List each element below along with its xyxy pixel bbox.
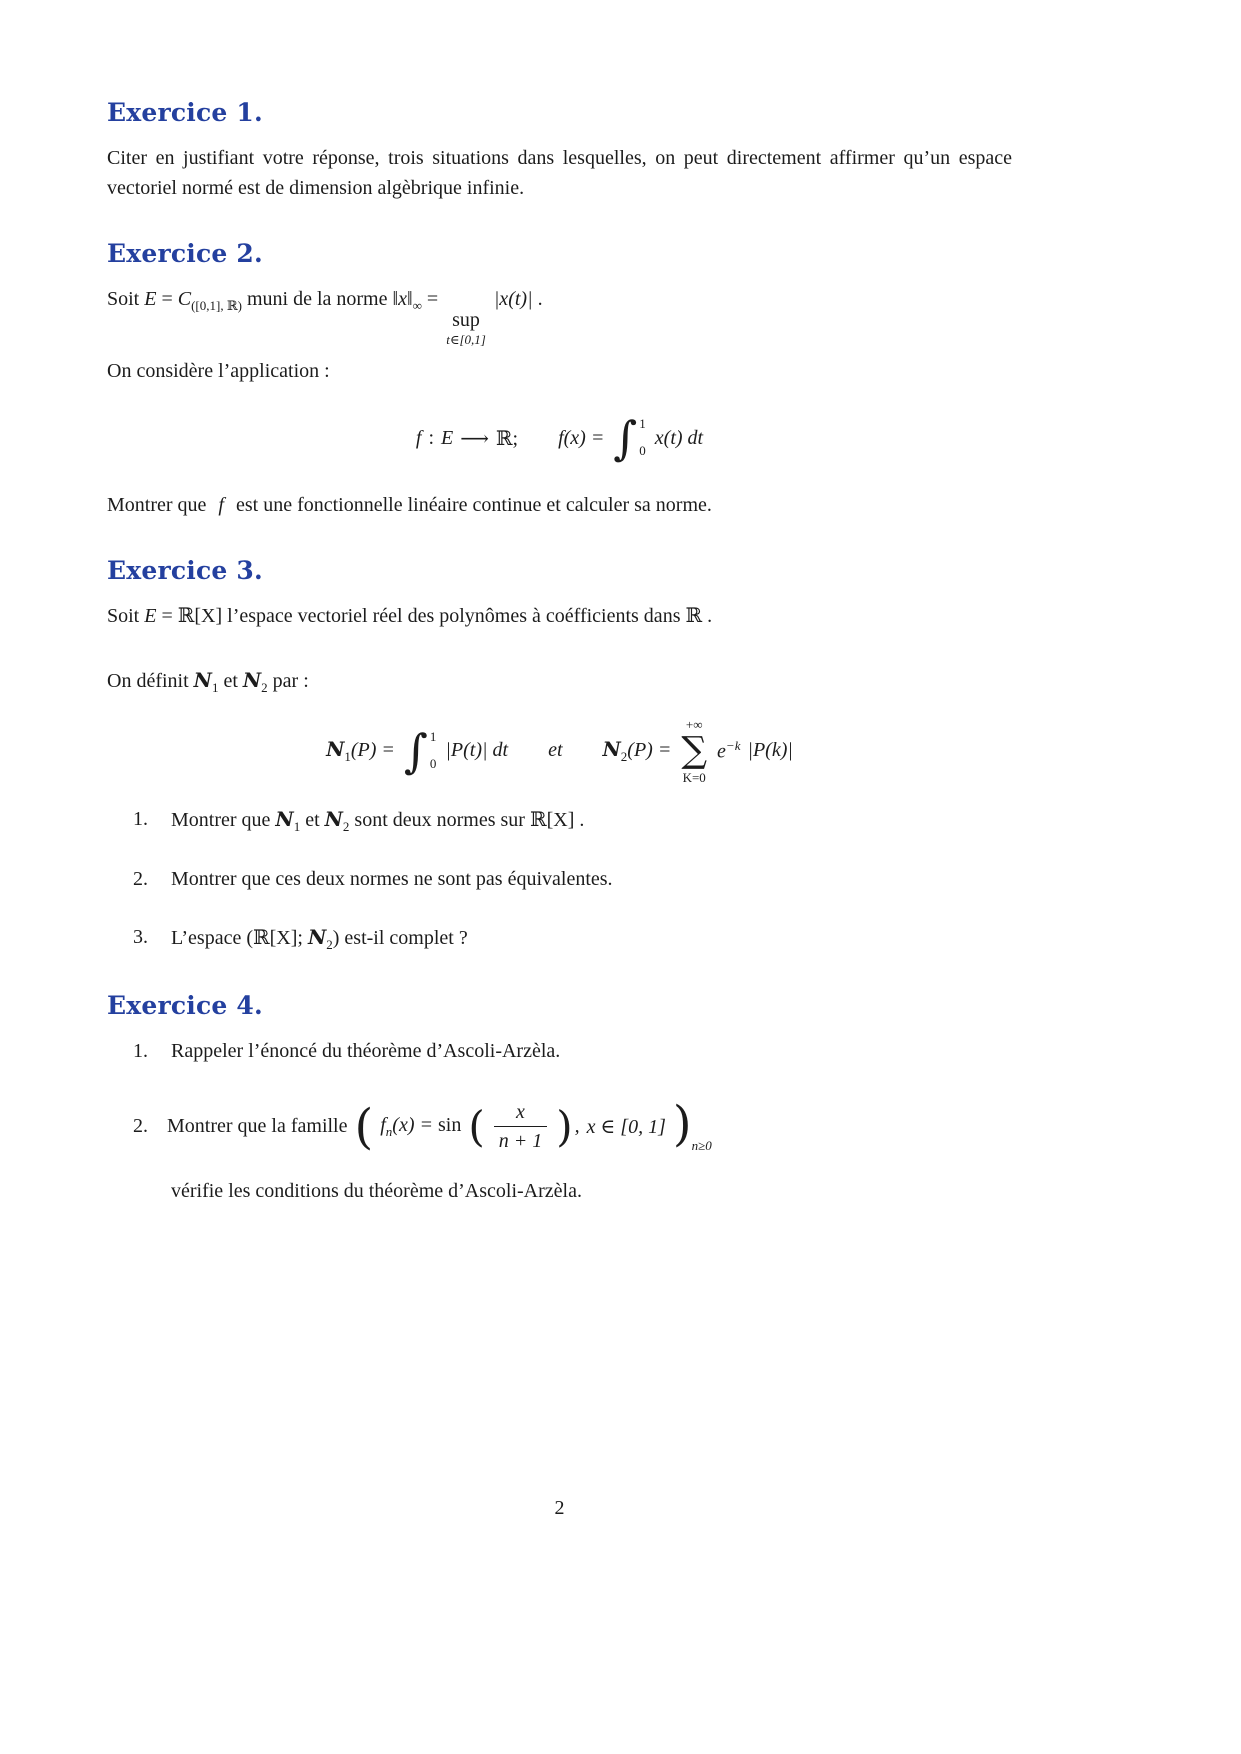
subscript-2: 2: [326, 937, 333, 952]
subscript-2: 2: [342, 818, 350, 834]
exercise-4-item-2: [107, 1094, 1012, 1160]
integral-bounds: [428, 728, 437, 774]
page-content: [107, 98, 1012, 1242]
sup-underscript: t∈[0,1]: [446, 332, 486, 347]
integral-bounds: [637, 415, 646, 461]
phrase-par: par :: [272, 670, 309, 692]
open-paren-R-X: (ℝ[X];: [246, 927, 303, 949]
phrase-montrer-famille: Montrer que la famille: [167, 1115, 348, 1137]
integral-sign: ∫: [403, 723, 428, 778]
subscript-1: 1: [211, 680, 219, 695]
phrase-est-il-complet: est-il complet ?: [344, 927, 468, 949]
fraction-denominator: n + 1: [494, 1126, 548, 1154]
math-norm-N1: [194, 665, 219, 698]
phrase-on-definit: On définit: [107, 670, 189, 692]
math-R-polynomials: ℝ[X]: [177, 605, 223, 627]
exercise-3-item-2: [107, 864, 1012, 894]
phrase-l-espace: L’espace: [171, 927, 242, 949]
exercise-3-item-3: [107, 922, 1012, 955]
phrase-normes-sur: sont deux normes sur: [354, 808, 525, 831]
math-R-polynomials: ℝ[X]: [529, 808, 575, 831]
math-N1-of-P: [326, 737, 395, 765]
math-f: f: [380, 1113, 386, 1136]
script-N: N: [324, 806, 343, 831]
subscript-1: 1: [344, 748, 351, 764]
math-arg-P-equals: (P) =: [350, 738, 395, 761]
exercise-3-intro-line: [107, 601, 1012, 631]
exercise-2-conclusion: [107, 490, 1012, 520]
inner-right-paren: ): [556, 1101, 573, 1151]
fraction-numerator: x: [516, 1100, 525, 1123]
family-subscript-n-ge-0: n≥0: [691, 1137, 712, 1153]
summation-operator: [681, 718, 707, 784]
page-number: 2: [554, 1497, 565, 1519]
word-soit: Soit: [107, 605, 140, 627]
math-integrand: x(t) dt: [654, 426, 704, 449]
exercise-4-title: Exercice 4.: [107, 990, 263, 1020]
math-space-R-X-N2: [246, 922, 339, 955]
script-N: N: [193, 668, 212, 692]
fraction-x-over-n-plus-1: [494, 1100, 548, 1154]
math-norm-N2: [325, 804, 350, 837]
integral-upper-bound: 1: [639, 416, 646, 431]
math-colon: :: [428, 426, 434, 449]
math-C: C: [177, 288, 192, 310]
math-C-subscript: ([0,1], ℝ): [191, 298, 242, 313]
word-et: et: [223, 670, 238, 692]
exercise-1-section: [107, 98, 1012, 203]
integral-sign: ∫: [613, 411, 638, 465]
subscript-2: 2: [620, 748, 628, 764]
math-e-power: [717, 738, 740, 764]
math-norm-N2: [243, 665, 268, 698]
phrase-espace-vectoriel: l’espace vectoriel réel des polynômes à coéfficients dans: [227, 605, 681, 627]
math-abs-P-k: |P(k)|: [747, 739, 793, 761]
norm-subscript-infinity: ∞: [412, 298, 422, 313]
item-number: 1.: [133, 1039, 148, 1062]
word-et-math: et: [548, 739, 563, 761]
item-number: 2.: [133, 1115, 148, 1137]
integral-lower-bound: 0: [429, 755, 437, 771]
phrase-montrer-que: Montrer que: [171, 808, 271, 831]
exercise-2-consider-line: On considère l’application :: [107, 360, 330, 382]
item-number: 3.: [133, 926, 148, 948]
norm-bar-left: ‖: [392, 288, 399, 310]
math-equals: =: [161, 605, 173, 627]
exercise-3-section: [107, 556, 1012, 955]
integral-lower-bound: 0: [639, 443, 646, 458]
item-text: Montrer que ces deux normes ne sont pas équivalentes.: [171, 868, 613, 890]
math-N2-of-P: [603, 737, 672, 765]
exercise-4-item-2-continuation: vérifie les conditions du théorème d’Ascoli-Arzèla.: [171, 1179, 582, 1202]
long-right-arrow-icon: ⟶: [460, 427, 489, 450]
big-right-paren-with-subscript: [672, 1095, 712, 1154]
math-R-semicolon: ℝ;: [495, 427, 519, 450]
math-sup-operator: [446, 310, 486, 346]
integral-upper-bound: 1: [429, 728, 437, 744]
script-N: N: [307, 925, 327, 949]
math-norm-expression: [393, 284, 422, 316]
math-f: f: [415, 426, 422, 449]
inner-left-paren: (: [468, 1101, 485, 1151]
word-soit: Soit: [107, 288, 140, 310]
math-comma: ,: [574, 1115, 580, 1137]
math-R: ℝ: [685, 605, 703, 627]
big-right-paren: ): [672, 1095, 692, 1152]
exercise-2-title: Exercice 2.: [107, 239, 263, 268]
norm-bar-right: ‖: [407, 288, 413, 310]
sup-label: sup: [452, 309, 480, 331]
exponent-minus-k: −k: [725, 737, 741, 753]
phrase-montrer-que: Montrer que: [107, 494, 207, 516]
math-C-with-subscript: [178, 284, 242, 316]
sentence-period: .: [579, 808, 585, 831]
sum-lower-limit: K=0: [682, 769, 706, 785]
math-E: E: [144, 288, 157, 310]
exercise-3-define-line: [107, 665, 1012, 698]
math-equals-2: =: [426, 288, 439, 310]
subscript-n: n: [385, 1123, 393, 1139]
sentence-period: .: [707, 605, 713, 627]
exercise-3-title: Exercice 3.: [107, 556, 263, 585]
script-N: N: [242, 668, 262, 692]
exercise-3-item-1: [107, 804, 1012, 837]
subscript-1: 1: [293, 818, 301, 834]
math-integrand-abs-P: |P(t)| dt: [445, 739, 509, 761]
math-f-of-x-equals: f(x) =: [558, 426, 605, 449]
exercise-1-statement: Citer en justifiant votre réponse, trois situations dans lesquelles, on peut directement affirmer qu’un espace vectoriel normé est de dimension algèbrique infinie.: [107, 147, 1012, 199]
norm-variable-x: x: [398, 288, 408, 310]
item-number: 1.: [133, 807, 148, 830]
sentence-period: .: [537, 288, 543, 310]
math-norm-N1: [275, 804, 300, 837]
math-E: E: [144, 605, 157, 627]
big-left-paren: (: [354, 1098, 374, 1155]
math-equals: =: [161, 288, 173, 310]
math-domain-x-in-01: x ∈ [0, 1]: [586, 1116, 666, 1138]
phrase-conclusion: est une fonctionnelle linéaire continue et calculer sa norme.: [235, 494, 712, 516]
exercise-2-display-formula: [107, 406, 1012, 470]
exercise-4-section: [107, 991, 1012, 1206]
exercise-3-display-formula: [107, 718, 1012, 784]
script-N: N: [326, 736, 345, 761]
integral-operator: [403, 723, 437, 778]
sum-upper-limit: +∞: [685, 716, 703, 732]
operator-sin: sin: [438, 1113, 462, 1136]
math-E-domain: E: [441, 426, 454, 449]
math-of-x-equals: (x) =: [392, 1113, 433, 1136]
math-e: e: [717, 740, 726, 763]
item-text: Rappeler l’énoncé du théorème d’Ascoli-Arzèla.: [171, 1039, 561, 1062]
math-arg-P-equals: (P) =: [627, 738, 672, 761]
subscript-2: 2: [261, 680, 268, 695]
script-N: N: [275, 806, 294, 831]
math-fn-of-x-sin: [380, 1114, 461, 1140]
close-paren: ): [332, 927, 340, 949]
exercise-1-title: Exercice 1.: [107, 98, 263, 127]
item-number: 2.: [133, 868, 148, 890]
math-abs-x-t: |x(t)|: [493, 288, 533, 310]
word-et: et: [305, 808, 320, 831]
summation-sign: ∑: [681, 729, 708, 771]
exercise-2-section: [107, 239, 1012, 520]
phrase-muni-de-la-norme: muni de la norme: [246, 288, 388, 310]
math-f-inline: f: [218, 494, 224, 516]
exercise-4-item-1: [107, 1036, 1012, 1066]
exercise-2-intro-line: [107, 284, 1012, 346]
script-N: N: [602, 736, 621, 761]
integral-operator: [613, 411, 646, 465]
